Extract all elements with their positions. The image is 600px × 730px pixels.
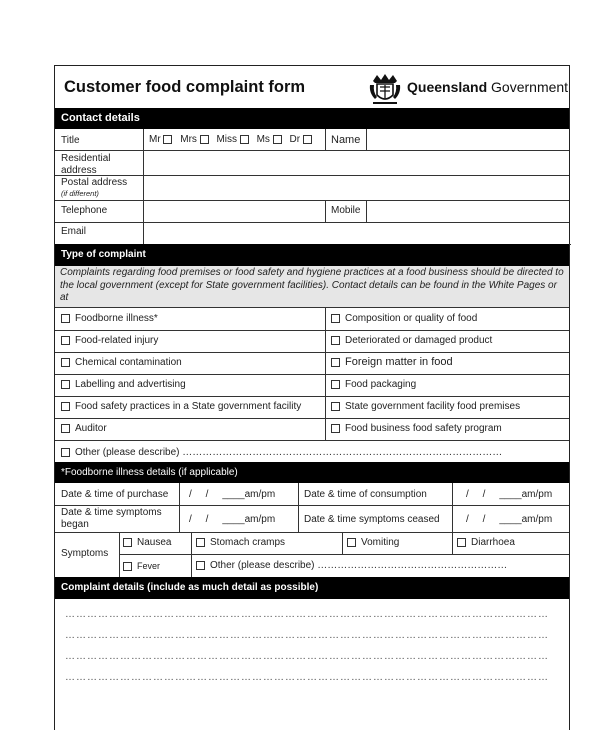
residential-input[interactable] [144, 151, 569, 175]
title-mr-checkbox[interactable] [163, 135, 172, 144]
symptoms-ceased-label: Date & time symptoms ceased [304, 514, 440, 525]
option-auditor[interactable]: Auditor [61, 423, 107, 434]
consumption-datetime[interactable]: / / ____am/pm [466, 489, 553, 500]
symptoms-label: Symptoms [61, 548, 109, 559]
title-options: Mr Mrs Miss Ms Dr [149, 134, 317, 145]
purchase-datetime[interactable]: / / ____am/pm [189, 489, 276, 500]
postal-note: (if different) [61, 189, 99, 198]
mobile-label: Mobile [331, 205, 361, 216]
option-safety-program[interactable]: Food business food safety program [331, 423, 502, 434]
other-checkbox[interactable] [61, 448, 70, 457]
title-miss-checkbox[interactable] [240, 135, 249, 144]
purchase-label: Date & time of purchase [61, 489, 169, 500]
postal-input[interactable] [144, 176, 569, 200]
state-practices-checkbox[interactable] [61, 402, 70, 411]
symptom-diarrhoea[interactable]: Diarrhoea [457, 537, 515, 548]
auditor-checkbox[interactable] [61, 424, 70, 433]
postal-label: Postal address [61, 177, 128, 188]
symptom-nausea[interactable]: Nausea [123, 537, 171, 548]
deteriorated-checkbox[interactable] [331, 336, 340, 345]
option-food-packaging[interactable]: Food packaging [331, 379, 416, 390]
labelling-checkbox[interactable] [61, 380, 70, 389]
symptoms-began-datetime[interactable]: / / ____am/pm [189, 514, 276, 525]
vomiting-checkbox[interactable] [347, 538, 356, 547]
telephone-label: Telephone [61, 205, 108, 216]
option-state-premises[interactable]: State government facility food premises [331, 401, 520, 412]
option-deteriorated[interactable]: Deteriorated or damaged product [331, 335, 492, 346]
complaint-type-header: Type of complaint [55, 244, 569, 266]
name-label: Name [331, 134, 361, 146]
packaging-checkbox[interactable] [331, 380, 340, 389]
details-line-1[interactable]: …………………………………………………………………………………………………………………… [65, 609, 549, 620]
injury-checkbox[interactable] [61, 336, 70, 345]
symptom-other[interactable]: Other (please describe) ………………………………………………… [196, 560, 566, 571]
title-dr-checkbox[interactable] [303, 135, 312, 144]
foreign-matter-checkbox[interactable] [331, 358, 340, 367]
foodborne-checkbox[interactable] [61, 314, 70, 323]
option-chemical-contamination[interactable]: Chemical contamination [61, 357, 182, 368]
safety-program-checkbox[interactable] [331, 424, 340, 433]
symptom-stomach-cramps[interactable]: Stomach cramps [196, 537, 285, 548]
illness-section-header: *Foodborne illness details (if applicable) [55, 462, 569, 483]
email-label: Email [61, 226, 87, 237]
title-label: Title [61, 135, 80, 146]
form-title: Customer food complaint form [64, 78, 306, 96]
option-other[interactable]: Other (please describe) …………………………………………………………………………………… [61, 447, 561, 458]
symptoms-began-label: Date & time symptoms began [61, 507, 162, 530]
telephone-input[interactable] [144, 201, 325, 222]
option-composition[interactable]: Composition or quality of food [331, 313, 477, 324]
symptom-fever[interactable]: Fever [123, 561, 160, 571]
contact-section-header: Contact details [55, 108, 569, 129]
chemical-checkbox[interactable] [61, 358, 70, 367]
complaint-intro: Complaints regarding food premises or food safety and hygiene practices at a food business should be directed to the local government (except for State government facilities). Contact details can be found in the White Pages or at [55, 266, 569, 307]
government-name: Queensland Government [407, 79, 569, 95]
nausea-checkbox[interactable] [123, 538, 132, 547]
title-mrs-checkbox[interactable] [200, 135, 209, 144]
diarrhoea-checkbox[interactable] [457, 538, 466, 547]
name-input[interactable] [367, 129, 569, 150]
email-input[interactable] [144, 223, 569, 244]
cramps-checkbox[interactable] [196, 538, 205, 547]
option-state-facility-practices[interactable]: Food safety practices in a State government facility [61, 401, 301, 412]
composition-checkbox[interactable] [331, 314, 340, 323]
fever-checkbox[interactable] [123, 562, 132, 571]
option-labelling[interactable]: Labelling and advertising [61, 379, 186, 390]
state-premises-checkbox[interactable] [331, 402, 340, 411]
symptom-other-checkbox[interactable] [196, 561, 205, 570]
details-section-header: Complaint details (include as much detail as possible) [55, 577, 569, 599]
form-page [54, 65, 570, 730]
consumption-label: Date & time of consumption [304, 489, 427, 500]
option-foodborne-illness[interactable]: Foodborne illness* [61, 313, 158, 324]
details-line-2[interactable]: …………………………………………………………………………………………………………………… [65, 630, 549, 641]
symptom-vomiting[interactable]: Vomiting [347, 537, 399, 548]
mobile-input[interactable] [367, 201, 569, 222]
residential-label: Residential address [61, 153, 111, 176]
option-food-injury[interactable]: Food-related injury [61, 335, 158, 346]
coat-of-arms-icon [367, 71, 403, 107]
details-line-3[interactable]: …………………………………………………………………………………………………………………… [65, 651, 549, 662]
details-line-4[interactable]: …………………………………………………………………………………………………………………… [65, 672, 549, 683]
option-foreign-matter[interactable]: Foreign matter in food [331, 356, 453, 368]
title-ms-checkbox[interactable] [273, 135, 282, 144]
symptoms-ceased-datetime[interactable]: / / ____am/pm [466, 514, 553, 525]
